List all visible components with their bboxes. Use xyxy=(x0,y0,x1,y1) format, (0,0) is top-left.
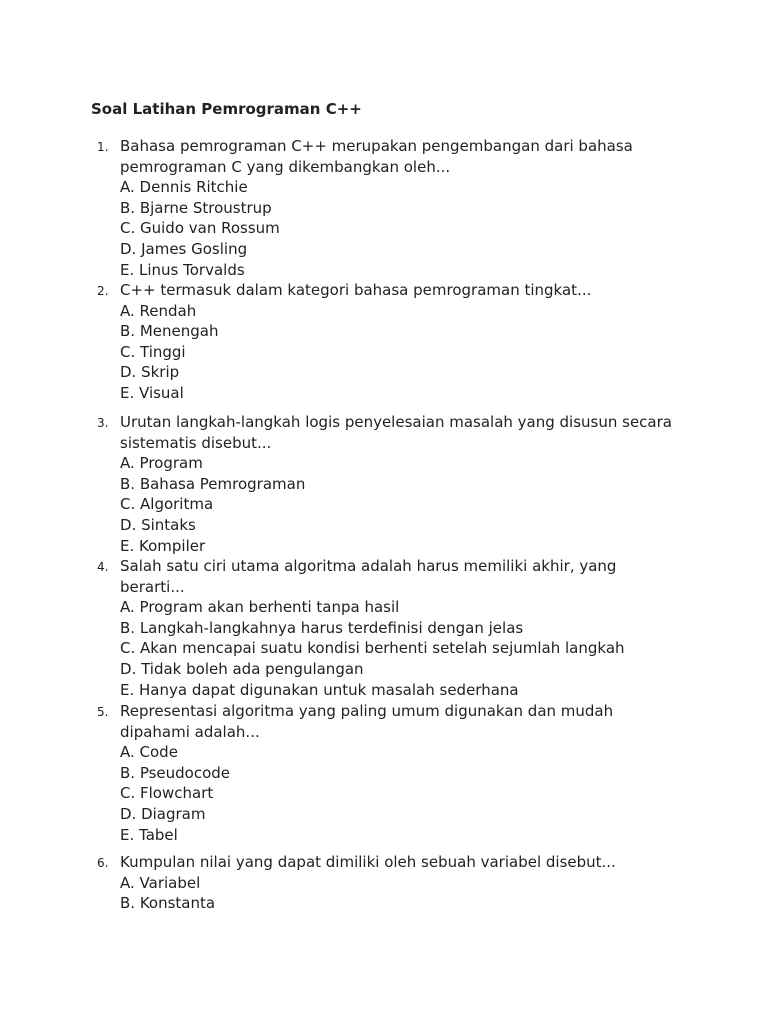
question-body xyxy=(120,852,700,914)
answer-option: B. Bahasa Pemrograman xyxy=(120,474,306,493)
answer-option: C. Guido van Rossum xyxy=(120,219,280,238)
document-title: Soal Latihan Pemrograman C++ xyxy=(91,100,362,118)
question-text-line: dipahami adalah... xyxy=(120,722,260,741)
question-body xyxy=(120,136,700,280)
answer-option: C. Akan mencapai suatu kondisi berhenti setelah sejumlah langkah xyxy=(120,639,625,658)
question-text-line: Urutan langkah-langkah logis penyelesaian masalah yang disusun secara xyxy=(120,413,672,431)
answer-option: A. Rendah xyxy=(120,301,197,320)
answer-option: A. Program xyxy=(120,454,203,473)
answer-option: A. Program akan berhenti tanpa hasil xyxy=(120,598,400,617)
answer-option: B. Pseudocode xyxy=(120,763,231,782)
answer-option: A. Variabel xyxy=(120,873,201,892)
answer-option: E. Hanya dapat digunakan untuk masalah sederhana xyxy=(120,680,519,699)
question-number: 1. xyxy=(97,140,109,154)
answer-option: C. Flowchart xyxy=(120,784,214,803)
question-body xyxy=(120,412,700,556)
answer-option: D. Diagram xyxy=(120,804,206,823)
answer-option: A. Code xyxy=(120,743,178,762)
answer-option: E. Tabel xyxy=(120,825,178,844)
question-body xyxy=(120,556,700,700)
question-text-line: pemrograman C yang dikembangkan oleh... xyxy=(120,157,451,176)
question-text-line: Bahasa pemrograman C++ merupakan pengembangan dari bahasa xyxy=(120,137,633,155)
answer-option: B. Menengah xyxy=(120,322,219,341)
question-number: 2. xyxy=(97,284,109,298)
answer-option: D. James Gosling xyxy=(120,239,248,258)
question-body xyxy=(120,280,700,404)
answer-option: E. Visual xyxy=(120,383,184,402)
question-text-line: sistematis disebut... xyxy=(120,433,272,452)
question-text-line: Kumpulan nilai yang dapat dimiliki oleh sebuah variabel disebut... xyxy=(120,853,616,871)
question-text-line: C++ termasuk dalam kategori bahasa pemrograman tingkat... xyxy=(120,281,592,299)
answer-option: B. Langkah-langkahnya harus terdefinisi dengan jelas xyxy=(120,618,524,637)
answer-option: B. Konstanta xyxy=(120,894,216,913)
question-text-line: Salah satu ciri utama algoritma adalah harus memiliki akhir, yang xyxy=(120,557,617,575)
answer-option: C. Algoritma xyxy=(120,495,214,514)
answer-option: B. Bjarne Stroustrup xyxy=(120,198,272,217)
question-number: 6. xyxy=(97,856,109,870)
question-number: 4. xyxy=(97,560,109,574)
answer-option: C. Tinggi xyxy=(120,342,186,361)
answer-option: A. Dennis Ritchie xyxy=(120,178,248,197)
answer-option: D. Sintaks xyxy=(120,515,196,534)
answer-option: D. Skrip xyxy=(120,363,180,382)
question-number: 3. xyxy=(97,416,109,430)
answer-option: E. Linus Torvalds xyxy=(120,260,245,279)
answer-option: D. Tidak boleh ada pengulangan xyxy=(120,659,364,678)
question-text-line: Representasi algoritma yang paling umum digunakan dan mudah xyxy=(120,702,614,720)
question-number: 5. xyxy=(97,705,109,719)
answer-option: E. Kompiler xyxy=(120,536,206,555)
question-text-line: berarti... xyxy=(120,577,185,596)
question-body xyxy=(120,701,700,845)
